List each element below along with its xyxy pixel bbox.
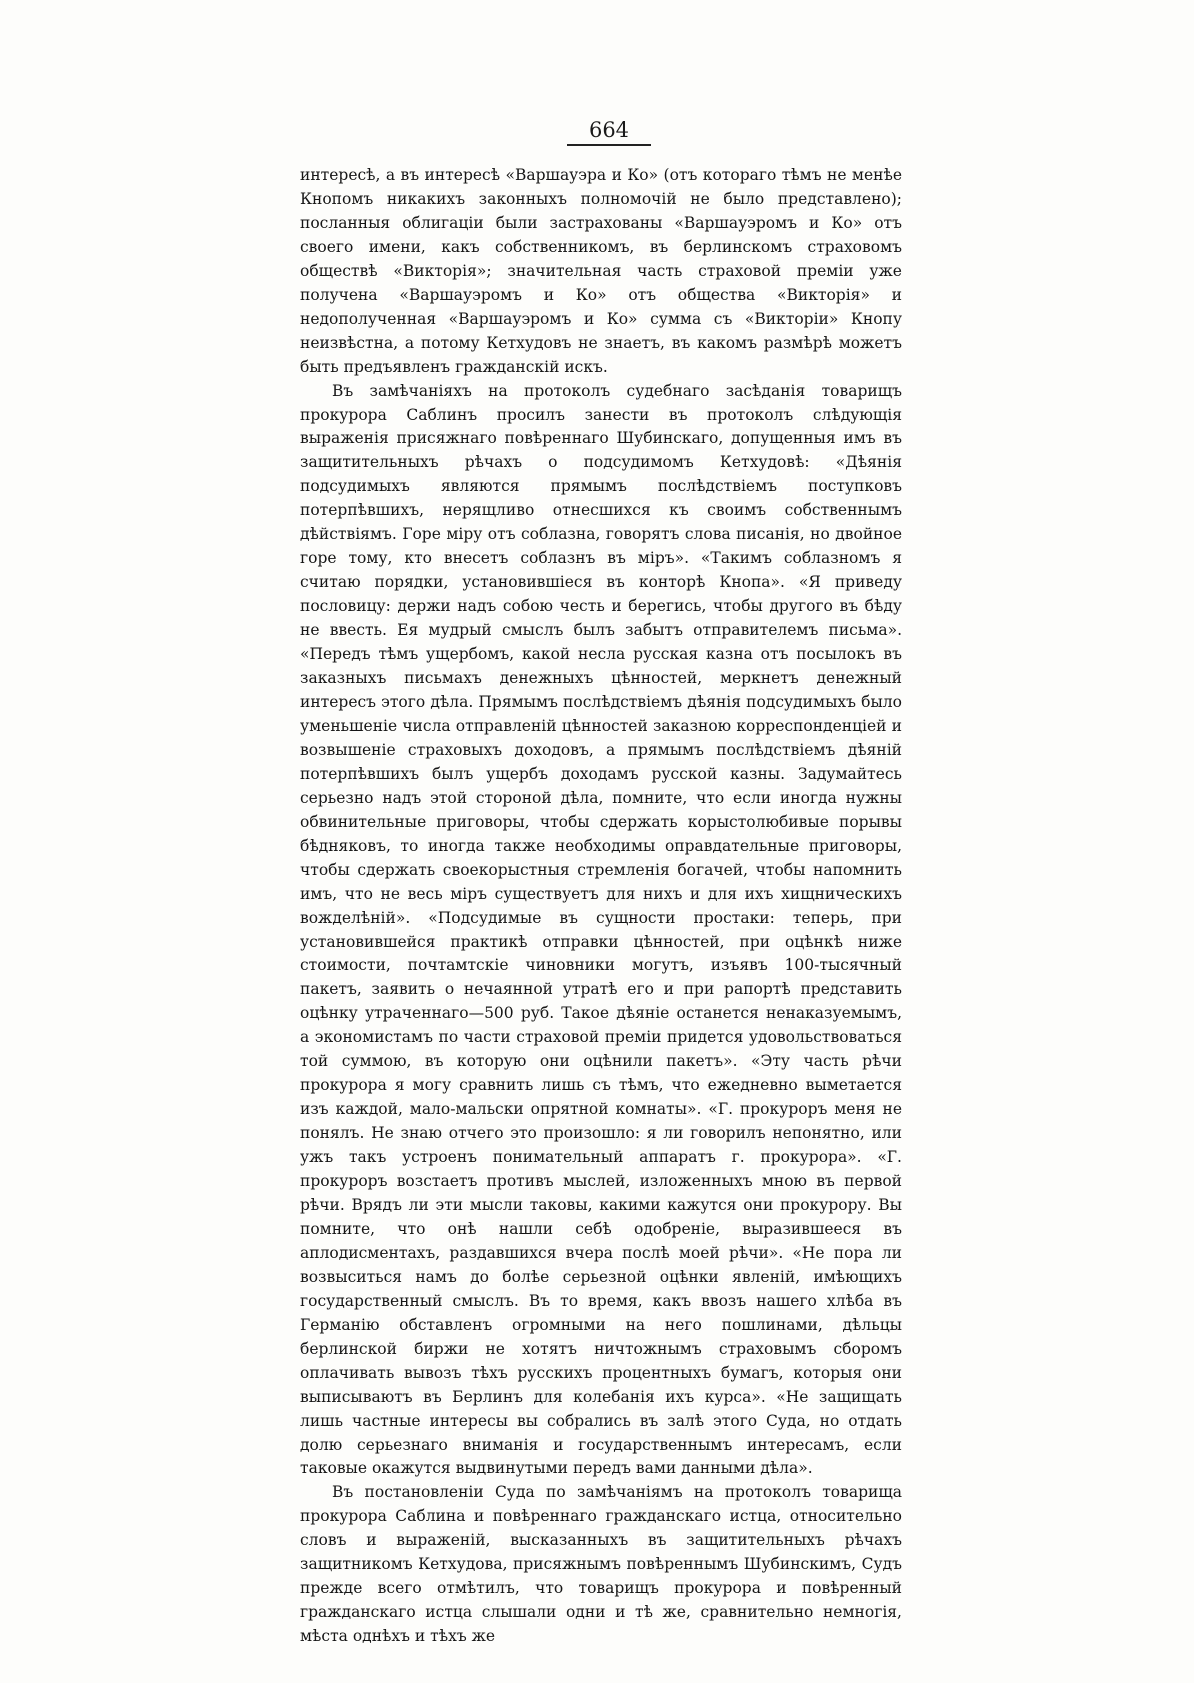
paragraph-remarks-quotes: Въ замѣчаніяхъ на протоколъ судебнаго засѣданія товарищъ прокурора Саблинъ просилъ занести въ протоколъ слѣдующія выраженія присяжнаго повѣреннаго Шубинскаго, допущенныя имъ въ защитительныхъ рѣчахъ о подсудимомъ Кетхудовѣ: «Дѣянія подсудимыхъ являются прямымъ послѣдствіемъ поступковъ потерпѣвшихъ, нерящливо отнесшихся къ своимъ собственнымъ дѣйствіямъ. Горе міру отъ соблазна, говорятъ слова писанія, но двойное горе тому, кто внесетъ соблазнъ въ міръ». «Такимъ соблазномъ я считаю порядки, установившіеся въ конторѣ Кнопа». «Я приведу пословицу: держи надъ собою честь и берегись, чтобы другого въ бѣду не ввесть. Ея мудрый смыслъ былъ забытъ отправителемъ письма». «Передъ тѣмъ ущербомъ, какой несла русская казна отъ посылокъ въ заказныхъ письмахъ денежныхъ цѣнностей, меркнетъ денежный интересъ этого дѣла. Прямымъ послѣдствіемъ дѣянія подсудимыхъ было уменьшеніе числа отправленій цѣнностей заказною корреспонденціей и возвышеніе страховыхъ доходовъ, а прямымъ послѣдствіемъ дѣяній потерпѣвшихъ былъ ущербъ доходамъ русской казны. Задумайтесь серьезно надъ этой стороной дѣла, помните, что если иногда нужны обвинительные приговоры, чтобы сдержать корыстолюбивые порывы бѣдняковъ, то иногда также необходимы оправдательные приговоры, чтобы сдержать своекорыстныя стремленія богачей, чтобы напомнить имъ, что не весь міръ существуетъ для нихъ и для ихъ хищническихъ вожделѣній». «Подсудимые въ сущности простаки: теперь, при установившейся практикѣ отправки цѣнностей, при оцѣнкѣ ниже стоимости, почтамтскіе чиновники могутъ, изъявъ 100-тысячный пакетъ, заявить о нечаянной утратѣ его и при рапортѣ представить оцѣнку утраченнаго—500 руб. Такое дѣяніе останется ненаказуемымъ, а экономистамъ по части страховой преміи придется удовольствоваться той суммою, въ которую они оцѣнили пакетъ». «Эту часть рѣчи прокурора я могу сравнить лишь съ тѣмъ, что ежедневно выметается изъ каждой, мало-мальски опрятной комнаты». «Г. прокуроръ меня не понялъ. Не знаю отчего это произошло: я ли говорилъ непонятно, или ужъ такъ устроенъ понимательный аппаратъ г. прокурора». «Г. прокуроръ возстаетъ противъ мыслей, изложенныхъ мною въ первой рѣчи. Врядъ ли эти мысли таковы, какими кажутся они прокурору. Вы помните, что онѣ нашли себѣ одобреніе, выразившееся въ аплодисментахъ, раздавшихся вчера послѣ моей рѣчи». «Не пора ли возвыситься намъ до болѣе серьезной оцѣнки явленій, имѣющихъ государственный смыслъ. Въ то время, какъ ввозъ нашего хлѣба въ Германію обставленъ огромными на него пошлинами, дѣльцы берлинской биржи не хотятъ ничтожнымъ страховымъ сборомъ оплачивать вывозъ тѣхъ русскихъ процентныхъ бумагъ, которыя они выписываютъ въ Берлинъ для колебанія ихъ курса». «Не защищать лишь частные интересы вы собрались въ залѣ этого Суда, но отдать долю серьезнаго вниманія и государственнымъ интересамъ, если таковые окажутся выдвинутыми передъ вами данными дѣла». <box>300 381 902 1478</box>
page-number-text: 664 <box>567 118 651 146</box>
paragraph-continuation: интересѣ, а въ интересѣ «Варшауэра и Ко» (отъ котораго тѣмъ не менѣе Кнопомъ никакихъ законныхъ полномочій не было представлено); посланныя облигаціи были застрахованы «Варшауэромъ и Ко» отъ своего имени, какъ собственникомъ, въ берлинскомъ страховомъ обществѣ «Викторія»; значительная часть страховой преміи уже получена «Варшауэромъ и Ко» отъ общества «Викторія» и недополученная «Варшауэромъ и Ко» сумма съ «Викторіи» Кнопу неизвѣстна, а потому Кетхудовъ не знаетъ, въ какомъ размѣрѣ можетъ быть предъявленъ гражданскій искъ. <box>300 166 902 376</box>
body-text <box>300 164 902 1649</box>
paragraph-court-resolution: Въ постановленіи Суда по замѣчаніямъ на протоколъ товарища прокурора Саблина и повѣреннаго гражданскаго истца, относительно словъ и выраженій, высказанныхъ въ защитительныхъ рѣчахъ защитникомъ Кетхудова, присяжнымъ повѣреннымъ Шубинскимъ, Судъ прежде всего отмѣтилъ, что товарищъ прокурора и повѣренный гражданскаго истца слышали одни и тѣ же, сравнительно немногія, мѣста однѣхъ и тѣхъ же <box>300 1483 902 1646</box>
page-number <box>0 118 1194 146</box>
